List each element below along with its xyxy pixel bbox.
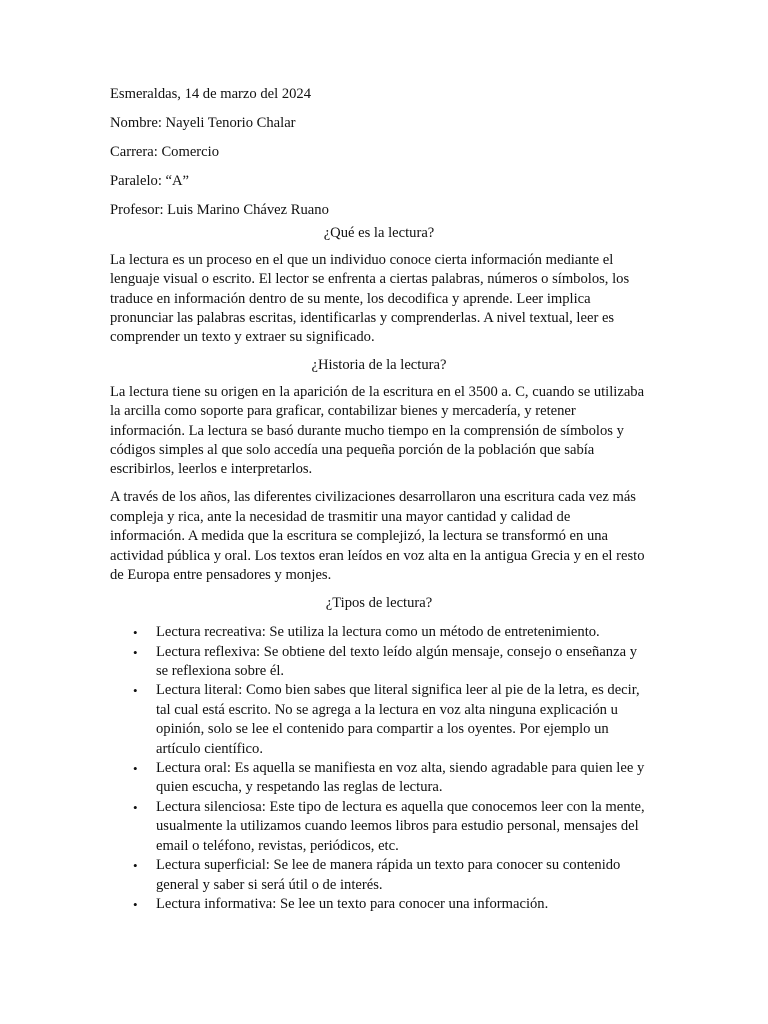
section-title-types: ¿Tipos de lectura? (325, 594, 433, 611)
bullet-icon: • (133, 644, 138, 660)
career: Carrera: Comercio (110, 144, 219, 160)
bullet-icon: • (133, 761, 138, 777)
list-item-text: Lectura literal: Como bien sabes que literal significa leer al pie de la letra, es decir, tal cual está escrito. No se agrega a la lectura en voz alta ninguna explicación u opinión, solo se lee el contenido para compartir a los oyentes. Por ejemplo un artículo científico. (156, 682, 640, 757)
list-item (110, 759, 648, 798)
professor: Profesor: Luis Marino Chávez Ruano (110, 202, 329, 218)
list-item-text: Lectura recreativa: Se utiliza la lectura como un método de entretenimiento. (156, 624, 600, 641)
paragraph-what: La lectura es un proceso en el que un individuo conoce cierta información mediante el lenguaje visual o escrito. El lector se enfrenta a ciertas palabras, números o símbolos, los traduce en información dentro de su mente, los decodifica y aprende. Leer implica pronunciar las palabras escritas, identificarlas y comprenderlas. A nivel textual, leer es comprender un texto y extraer su significado. (110, 251, 630, 346)
paragraph-history-2: A través de los años, las diferentes civilizaciones desarrollaron una escritura cada vez más compleja y rica, ante la necesidad de trasmitir una mayor cantidad y calidad de información. A medida que la escritura se complejizó, la lectura se transformó en una actividad pública y oral. Los textos eran leídos en voz alta en la antigua Grecia y en el resto de Europa entre pensadores y monjes. (110, 489, 645, 583)
list-item-text: Lectura silenciosa: Este tipo de lectura es aquella que conocemos leer con la mente, usualmente la utilizamos cuando leemos libros para estudio personal, mensajes del email o teléfono, revistas, periódicos, etc. (156, 798, 645, 854)
bullet-icon: • (133, 858, 138, 874)
list-item (110, 643, 648, 682)
list-item (110, 681, 648, 759)
list-item (110, 895, 648, 914)
list-item (110, 623, 648, 642)
list-item (110, 798, 648, 856)
bullet-icon: • (133, 799, 138, 815)
bullet-icon: • (133, 896, 138, 912)
list-item-text: Lectura oral: Es aquella se manifiesta en voz alta, siendo agradable para quien lee y quien escucha, y respetando las reglas de lectura. (156, 760, 645, 796)
types-list (110, 623, 648, 914)
bullet-icon: • (133, 625, 138, 641)
section-title-what: ¿Qué es la lectura? (323, 225, 435, 242)
document-body (110, 85, 648, 914)
parallel: Paralelo: “A” (110, 173, 190, 189)
student-name: Nombre: Nayeli Tenorio Chalar (110, 115, 296, 131)
section-title-history: ¿Historia de la lectura? (311, 357, 447, 374)
paragraph-history-1: La lectura tiene su origen en la aparición de la escritura en el 3500 a. C, cuando se utilizaba la arcilla como soporte para graficar, contabilizar bienes y mercadería, y retener información. La lectura se basó durante mucho tiempo en la comprensión de símbolos y códigos simples al que solo accedía una pequeña porción de la población que sabía escribirlos, leerlos e interpretarlos. (110, 383, 645, 478)
place-date: Esmeraldas, 14 de marzo del 2024 (110, 86, 312, 102)
bullet-icon: • (133, 683, 138, 699)
list-item (110, 856, 648, 895)
list-item-text: Lectura superficial: Se lee de manera rápida un texto para conocer su contenido general y saber si será útil o de interés. (156, 857, 621, 893)
list-item-text: Lectura reflexiva: Se obtiene del texto leído algún mensaje, consejo o enseñanza y se reflexiona sobre él. (156, 643, 638, 680)
list-item-text: Lectura informativa: Se lee un texto para conocer una información. (156, 895, 549, 912)
